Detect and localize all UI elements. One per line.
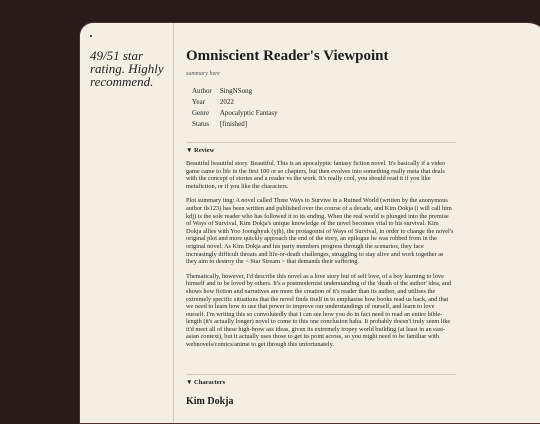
- rating-text: 49/51 star rating. Highly recommend.: [90, 48, 164, 89]
- character-name: Kim Dokja: [186, 396, 234, 407]
- bullet-dot: [90, 35, 92, 37]
- review-paragraph: Beautiful beautiful story. Beautiful. This is an apocalyptic fantasy fiction novel. It's basically if a video game came to life in the first 100 or so chapters, but then evolves into something really meta that deals with the concept of stories and a reader vs the work. It's really cool, you should read it if you like metafiction, or if you like the characters.: [186, 160, 446, 190]
- meta-row: [192, 119, 286, 130]
- review-paragraph: Thematically, however, I'd describe this novel as a love story but of self love, of a boy learning to love himself and to be loved by others. It's a postmodernist understanding of the 'death of the author' idea, and shows how fiction and narratives are more the creation of it's reader than its author, and utilises the extremely specific situations that the novel finds itself in to emphasise how books read us back, and that we need to learn how to use that power to improve our understandings of ourself, and learn to love ourself. I'm writing this so convolutedly that I can see how you do in fact need to read an entire bible-length (it's actually longer) novel to come to this one conclusion haha. It probably doesn't truly seem like it'd meet all of these high-brow ass ideas, given its extremely tropey world building (at least in an east-asian context), but it actually uses those to get its point across, so you might need to be familiar with webnovels/comics/anime to get through this unfortunately.: [186, 272, 452, 349]
- meta-row: [192, 108, 286, 119]
- review-body: [186, 160, 454, 356]
- meta-label: Year: [192, 98, 205, 106]
- divider: [186, 142, 456, 143]
- meta-value: SingNSong: [219, 87, 253, 95]
- meta-value: 2022: [219, 98, 234, 106]
- meta-row: [192, 86, 286, 97]
- meta-label: Status: [192, 120, 210, 128]
- meta-value: [finished]: [219, 120, 248, 128]
- summary-text: summary here: [186, 71, 220, 77]
- review-toggle[interactable]: ▼ Review: [186, 147, 215, 154]
- meta-label: Author: [192, 87, 212, 95]
- characters-toggle[interactable]: ▼ Characters: [186, 379, 226, 386]
- metadata-table: [192, 86, 286, 130]
- meta-row: [192, 97, 286, 108]
- sidebar: [80, 23, 174, 423]
- divider: [186, 374, 456, 375]
- meta-value: Apocalyptic Fantasy: [219, 109, 278, 117]
- meta-label: Genre: [192, 109, 210, 117]
- review-paragraph: Plot summary ting: A novel called Three Ways to Survive in a Ruined World (written by the anonymous author tls123) has been written and published over the course of a decade, and Kim Dokja (i will call him kdj) is the sole reader who has followed it to its ending. When the real world is plunged into the premise of Ways of Survival, Kim Dokja's unique knowledge of the novel becomes vital to his survival. Kim Dokja allies with Yoo Joonghyuk (yjh), the protagonist of Ways of Survival, in order to change the novel's original plot and more quickly approach the end of the story, an epilogue he was robbed from in the original novel. As Kim Dokja and his party members progress through the scenarios, they face increasingly difficult threats and life-or-death challenges, struggling to stay alive and work together as they aim to destroy the < Star Stream > that demands their suffering.: [186, 197, 454, 266]
- content-card: [79, 22, 540, 424]
- page-title: Omniscient Reader's Viewpoint: [186, 48, 389, 64]
